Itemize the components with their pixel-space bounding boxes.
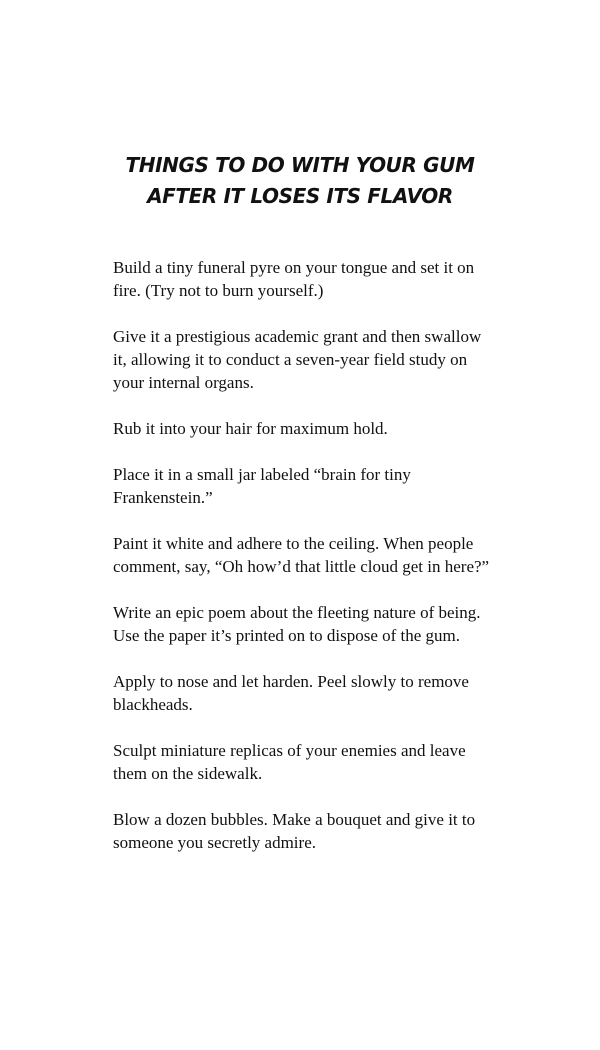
list-item: Write an epic poem about the fleeting nature of being. Use the paper it’s printed on to dispose of the gum.	[113, 603, 481, 645]
title-line-2: AFTER IT LOSES ITS FLAVOR	[147, 184, 453, 208]
list-item: Apply to nose and let harden. Peel slowly to remove blackheads.	[113, 672, 469, 714]
list-item: Blow a dozen bubbles. Make a bouquet and give it to someone you secretly admire.	[113, 810, 476, 852]
gum-ideas-list	[113, 256, 498, 877]
list-item: Paint it white and adhere to the ceiling. When people comment, say, “Oh how’d that little cloud get in here?”	[113, 534, 490, 576]
title-line-1: THINGS TO DO WITH YOUR GUM	[125, 153, 475, 177]
list-item: Place it in a small jar labeled “brain for tiny Frankenstein.”	[113, 465, 411, 507]
page-title	[60, 150, 540, 212]
list-item: Build a tiny funeral pyre on your tongue and set it on fire. (Try not to burn yourself.)	[113, 258, 475, 300]
list-item: Give it a prestigious academic grant and then swallow it, allowing it to conduct a seven-year field study on your internal organs.	[113, 327, 482, 392]
list-item: Sculpt miniature replicas of your enemies and leave them on the sidewalk.	[113, 741, 466, 783]
list-item: Rub it into your hair for maximum hold.	[113, 419, 388, 438]
